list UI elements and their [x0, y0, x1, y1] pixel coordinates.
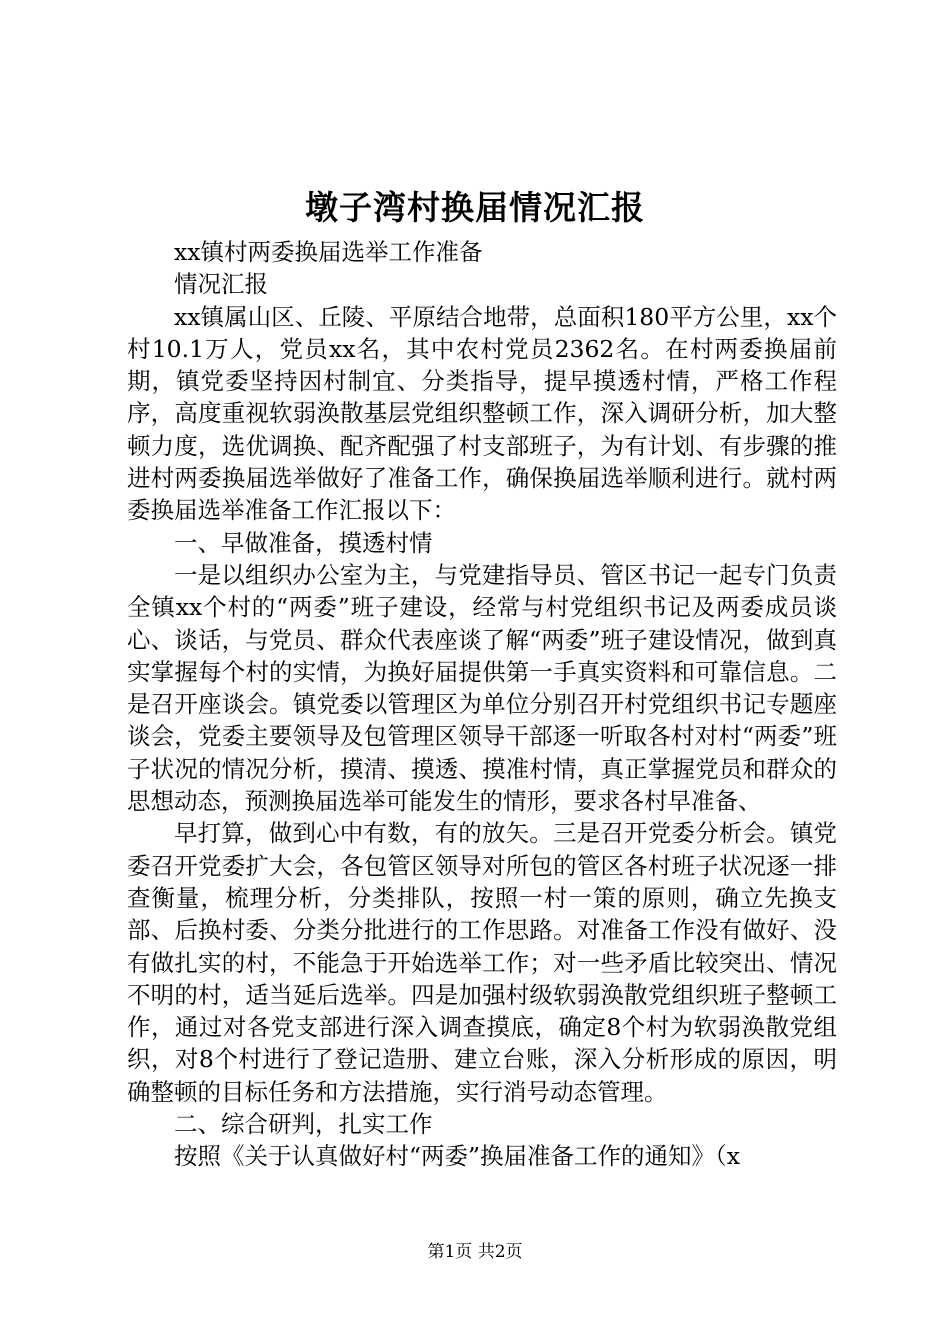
document-title: 墩子湾村换届情况汇报	[305, 188, 645, 227]
section-heading: 一、早做准备，摸透村情	[174, 528, 433, 557]
paragraph: xx镇村两委换届选举工作准备	[174, 238, 483, 266]
paragraph: 情况汇报	[174, 270, 268, 299]
paragraph: 按照《关于认真做好村“两委”换届准备工作的通知》（x	[174, 1142, 741, 1171]
document-body	[127, 236, 837, 1173]
page-number-footer: 第1页 共2页	[427, 1242, 523, 1262]
paragraph: xx镇属山区、丘陵、平原结合地带，总面积180平方公里，xx个村10.1万人，党员xx名，其中农村党员2362名。在村两委换届前期，镇党委坚持因村制宜、分类指导，提早摸透村情，严格工作程序，高度重视软弱涣散基层党组织整顿工作，深入调研分析，加大整顿力度，选优调换、配齐配强了村支部班子，为有计划、有步骤的推进村两委换届选举做好了准备工作，确保换届选举顺利进行。就村两委换届选举准备工作汇报以下：	[127, 302, 837, 525]
paragraph: 早打算，做到心中有数，有的放矢。三是召开党委分析会。镇党委召开党委扩大会，各包管区领导对所包的管区各村班子状况逐一排查衡量，梳理分析，分类排队，按照一村一策的原则，确立先换支部、后换村委、分类分批进行的工作思路。对准备工作没有做好、没有做扎实的村，不能急于开始选举工作；对一些矛盾比较突出、情况不明的村，适当延后选举。四是加强村级软弱涣散党组织班子整顿工作，通过对各党支部进行深入调查摸底，确定8个村为软弱涣散党组织，对8个村进行了登记造册、建立台账，深入分析形成的原因，明确整顿的目标任务和方法措施，实行消号动态管理。	[127, 819, 837, 1106]
section-heading: 二、综合研判，扎实工作	[174, 1110, 433, 1139]
paragraph: 一是以组织办公室为主，与党建指导员、管区书记一起专门负责全镇xx个村的“两委”班子建设，经常与村党组织书记及两委成员谈心、谈话，与党员、群众代表座谈了解“两委”班子建设情况，做到真实掌握每个村的实情，为换好届提供第一手真实资料和可靠信息。二是召开座谈会。镇党委以管理区为单位分别召开村党组织书记专题座谈会，党委主要领导及包管理区领导干部逐一听取各村对村“两委”班子状况的情况分析，摸清、摸透、摸准村情，真正掌握党员和群众的思想动态，预测换届选举可能发生的情形，要求各村早准备、	[127, 560, 837, 816]
